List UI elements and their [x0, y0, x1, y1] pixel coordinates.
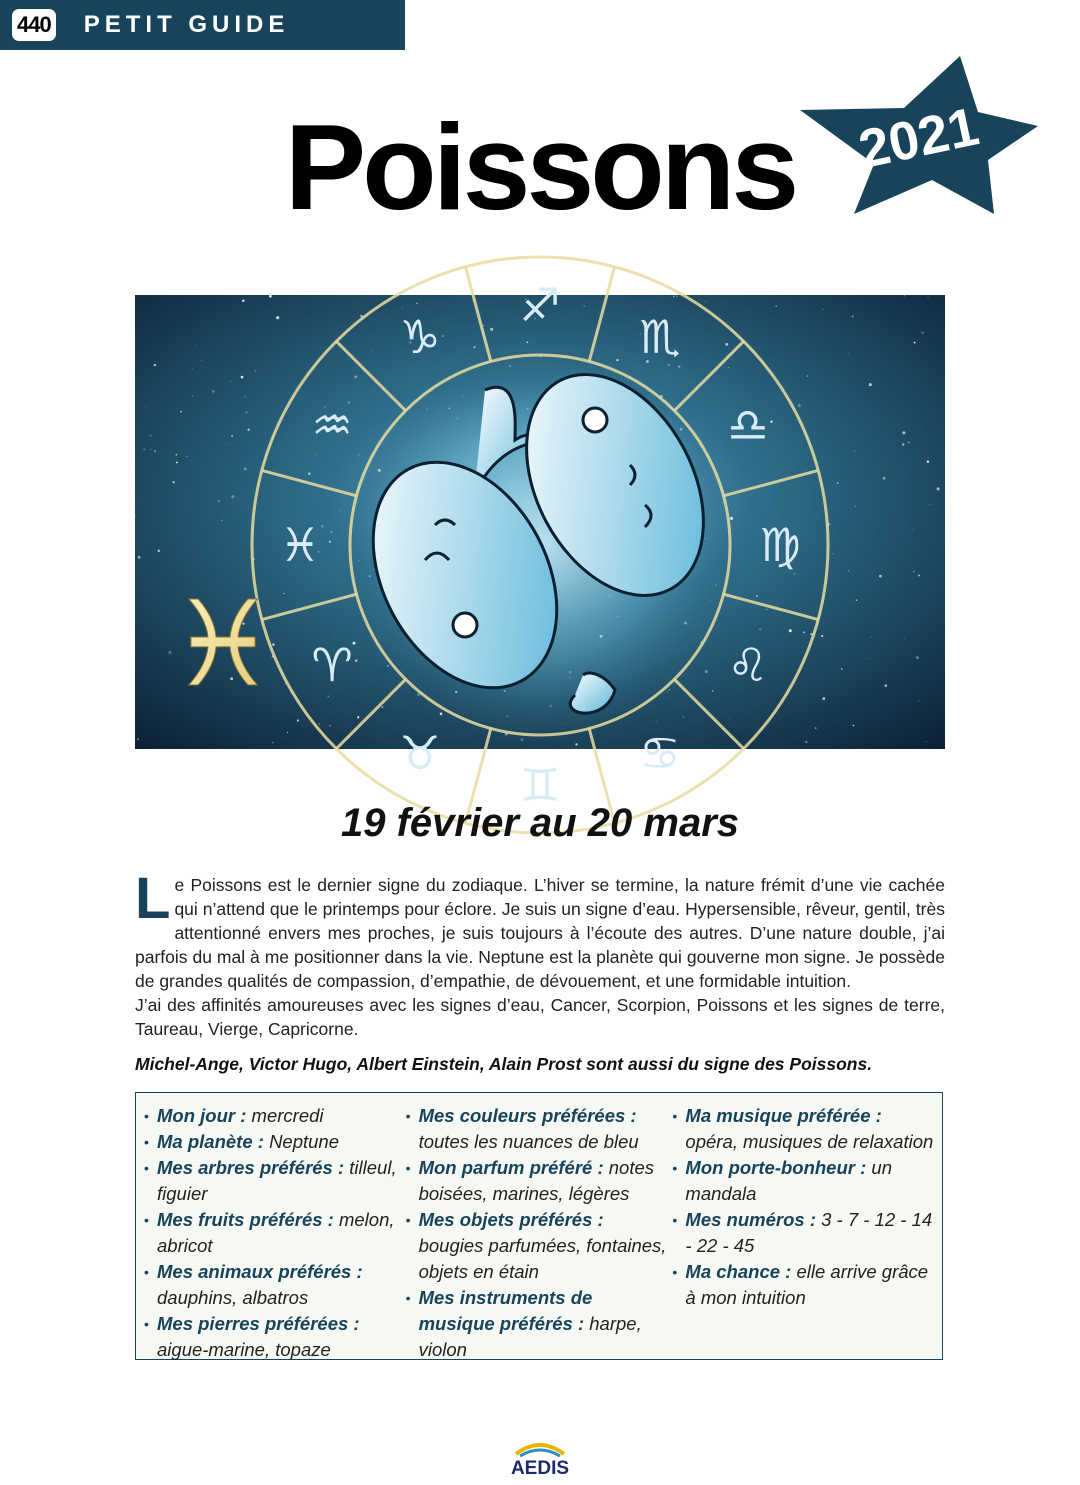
star [683, 716, 684, 717]
star [269, 295, 272, 298]
star [176, 462, 178, 464]
star [145, 406, 146, 407]
star [852, 315, 854, 317]
info-item [144, 1311, 406, 1363]
info-value: un mandala [685, 1157, 892, 1204]
star [201, 360, 202, 361]
guide-number: 440 [12, 9, 56, 41]
star [358, 454, 359, 455]
zodiac-glyph: ♓ [279, 518, 321, 572]
star [241, 376, 244, 379]
star [885, 684, 888, 687]
star [331, 531, 333, 533]
star [335, 514, 336, 515]
info-column-3 [672, 1103, 934, 1359]
zodiac-glyph: ♑ [399, 310, 441, 365]
star [916, 656, 919, 659]
famous-people: Michel-Ange, Victor Hugo, Albert Einstein, Alain Prost sont aussi du signe des Poissons. [135, 1054, 873, 1074]
star [794, 573, 796, 575]
info-column-1 [144, 1103, 406, 1359]
hero-illustration [135, 278, 945, 812]
star [837, 482, 839, 484]
info-value: toutes les nuances de bleu [418, 1131, 639, 1152]
star [374, 388, 375, 389]
star [928, 297, 929, 298]
star [272, 742, 274, 744]
info-label: Mes couleurs préférées : [418, 1105, 637, 1126]
star [192, 395, 193, 396]
info-item [144, 1103, 406, 1129]
star [244, 468, 247, 471]
star [854, 451, 855, 452]
star [904, 638, 905, 639]
zodiac-glyph: ♊ [519, 758, 561, 812]
star [821, 635, 823, 637]
star [902, 431, 905, 434]
star [353, 642, 356, 645]
info-item [672, 1259, 934, 1311]
star [859, 553, 860, 554]
info-label: Mon jour : [157, 1105, 247, 1126]
star [329, 725, 330, 726]
info-value: Neptune [269, 1131, 340, 1152]
star [357, 716, 359, 718]
star [287, 732, 288, 733]
zodiac-glyph: ♌ [727, 638, 769, 692]
star [150, 435, 152, 437]
bullet-dot: • [672, 1212, 678, 1228]
star [926, 741, 927, 742]
star [759, 628, 761, 630]
publisher-name: AEDIS [510, 1458, 570, 1479]
star [841, 668, 843, 670]
info-value: elle arrive grâce à mon intuition [685, 1261, 929, 1308]
info-label: Mon porte-bonheur : [685, 1157, 867, 1178]
star [247, 429, 249, 431]
star [722, 440, 723, 441]
star [196, 344, 197, 345]
header-bar [0, 0, 405, 50]
star [908, 442, 910, 444]
star [526, 341, 528, 343]
star [712, 690, 714, 692]
bullet-dot: • [144, 1108, 149, 1124]
info-item [672, 1207, 934, 1259]
star [231, 435, 233, 437]
star [789, 629, 792, 632]
bullet-dot: • [672, 1160, 678, 1176]
info-value: harpe, violon [418, 1313, 642, 1360]
star [855, 505, 857, 507]
star [766, 609, 767, 610]
star [798, 404, 801, 407]
star [172, 481, 174, 483]
star [143, 448, 145, 450]
star [815, 727, 817, 729]
star [869, 658, 870, 659]
star [937, 487, 940, 490]
star [785, 482, 786, 483]
info-label: Mes fruits préférés : [157, 1209, 334, 1230]
info-label: Ma chance : [685, 1261, 792, 1282]
info-value: mercredi [251, 1105, 324, 1126]
star [373, 748, 374, 749]
star [725, 343, 728, 346]
star [914, 342, 916, 344]
star [442, 335, 444, 337]
star [869, 383, 872, 386]
star [912, 528, 913, 529]
bullet-dot: • [405, 1108, 411, 1124]
info-column-2 [406, 1103, 673, 1359]
star [286, 433, 287, 434]
star [833, 553, 834, 554]
bullet-dot: • [144, 1264, 149, 1280]
star [770, 421, 772, 423]
star [271, 312, 272, 313]
info-item [406, 1207, 673, 1285]
zodiac-glyph: ♎ [727, 398, 769, 452]
info-label: Mes objets préférés : [418, 1209, 604, 1230]
info-label: Mon parfum préféré : [418, 1157, 604, 1178]
info-item [406, 1285, 673, 1363]
star [134, 515, 136, 517]
star [158, 550, 160, 552]
star [354, 376, 357, 379]
star [226, 444, 227, 445]
info-value: dauphins, albatros [157, 1287, 309, 1308]
star [483, 325, 484, 326]
publisher-logo [498, 1440, 582, 1478]
info-item [144, 1207, 406, 1259]
star [705, 670, 708, 673]
star [853, 725, 855, 727]
bullet-dot: • [405, 1160, 411, 1176]
info-item [672, 1155, 934, 1207]
info-label: Mes numéros : [685, 1209, 816, 1230]
star [705, 301, 706, 302]
star [260, 566, 261, 567]
star [138, 556, 141, 559]
zodiac-glyph: ♈ [311, 638, 353, 692]
star [575, 743, 577, 745]
star [673, 295, 675, 297]
star [315, 453, 316, 454]
star [154, 450, 156, 452]
star [283, 593, 284, 594]
star [808, 567, 809, 568]
star [318, 723, 320, 725]
info-label: Mes instruments de musique préférés : [418, 1287, 593, 1334]
intro-text [135, 866, 945, 1041]
star [913, 571, 914, 572]
info-value: notes boisées, marines, légères [418, 1157, 655, 1204]
star [255, 370, 256, 371]
star [921, 331, 924, 334]
info-label: Mes pierres préférées : [157, 1313, 360, 1334]
star [729, 718, 730, 719]
year-star-badge [792, 48, 1042, 218]
star [848, 570, 849, 571]
star [879, 575, 882, 578]
star [473, 346, 475, 348]
star [775, 356, 776, 357]
star [676, 296, 677, 297]
star [180, 411, 182, 413]
star [822, 697, 825, 700]
star [327, 695, 329, 697]
big-pisces-sign: ♓ [170, 575, 276, 713]
star [154, 364, 156, 366]
star [416, 303, 417, 304]
zodiac-glyph: ♉ [399, 725, 441, 780]
info-item [406, 1155, 673, 1207]
star [402, 307, 403, 308]
star [231, 495, 234, 498]
info-item [144, 1259, 406, 1311]
star [490, 328, 493, 331]
star [276, 316, 279, 319]
info-value: tilleul, figuier [157, 1157, 397, 1204]
info-item [406, 1103, 673, 1155]
bullet-dot: • [672, 1108, 678, 1124]
star [919, 700, 920, 701]
star [217, 500, 220, 503]
star [756, 595, 758, 597]
star [192, 368, 193, 369]
star [351, 729, 352, 730]
star [186, 456, 187, 457]
info-item [672, 1103, 934, 1155]
info-label: Mes animaux préférés : [157, 1261, 363, 1282]
star [883, 477, 886, 480]
star [927, 460, 929, 462]
star [340, 510, 341, 511]
star [856, 599, 858, 601]
star [230, 381, 231, 382]
star [355, 659, 358, 662]
star [922, 424, 923, 425]
info-value: opéra, musiques de relaxation [685, 1131, 934, 1152]
bullet-dot: • [405, 1290, 411, 1306]
page-title: Poissons [284, 99, 796, 235]
star [823, 309, 824, 310]
bullet-dot: • [405, 1212, 411, 1228]
info-value: aigue-marine, topaze [157, 1339, 331, 1360]
intro-paragraph-1: e Poissons est le dernier signe du zodiaque. L’hiver se termine, la nature frémit d’une vie cachée qui n’attend que le printemps pour éclore. Je suis un signe d’eau. Hypersensible, rêveur, gentil, très attentionné envers mes proches, je suis toujours à l’écoute des autres. D’une nature double, j’ai parfois du mal à me positionner dans la vie. Neptune est la planète qui gouverne mon signe. Je possède de grandes qualités de compassion, d’empathie, de dévouement, et une formidable intuition. [135, 875, 945, 991]
star [775, 305, 777, 307]
star [308, 473, 310, 475]
zodiac-glyph: ♋ [639, 725, 681, 780]
star [150, 449, 151, 450]
star [803, 631, 805, 633]
star [221, 520, 223, 522]
info-item [144, 1129, 406, 1155]
bullet-dot: • [144, 1316, 149, 1332]
star [902, 443, 904, 445]
star [636, 359, 637, 360]
star [636, 340, 637, 341]
star [668, 364, 670, 366]
star [904, 295, 905, 296]
zodiac-glyph: ♏ [639, 310, 681, 365]
info-label: Mes arbres préférés : [157, 1157, 345, 1178]
date-range: 19 février au 20 mars [340, 801, 740, 845]
drop-cap: L [135, 866, 171, 931]
star [807, 375, 809, 377]
star [321, 525, 324, 528]
star [212, 390, 215, 393]
info-value: bougies parfumées, fontaines, objets en étain [418, 1235, 667, 1282]
info-value: melon, abricot [157, 1209, 395, 1256]
star [929, 504, 930, 505]
star [918, 574, 920, 576]
star [242, 300, 245, 303]
bullet-dot: • [144, 1160, 149, 1176]
year-text: 2021 [853, 96, 984, 180]
info-label: Ma musique préférée : [685, 1105, 882, 1126]
star [665, 298, 666, 299]
star [678, 366, 680, 368]
zodiac-glyph: ♒ [311, 398, 353, 452]
info-value: 3 - 7 - 12 - 14 - 22 - 45 [685, 1209, 933, 1256]
bullet-dot: • [144, 1212, 149, 1228]
star [728, 367, 729, 368]
star [583, 305, 584, 306]
zodiac-glyph: ♐ [519, 278, 561, 332]
bullet-dot: • [144, 1134, 149, 1150]
star [656, 721, 657, 722]
zodiac-glyph: ♍ [759, 518, 801, 572]
star [848, 353, 849, 354]
star [329, 541, 331, 543]
star [176, 454, 178, 456]
star [805, 741, 808, 744]
series-label: PETIT GUIDE [83, 11, 290, 38]
info-label: Ma planète : [157, 1131, 264, 1152]
star [372, 351, 373, 352]
star [381, 706, 383, 708]
star [245, 411, 247, 413]
star [871, 637, 872, 638]
star [244, 396, 246, 398]
star [137, 738, 139, 740]
info-box [135, 1092, 943, 1360]
intro-paragraph-2: J’ai des affinités amoureuses avec les signes d’eau, Cancer, Scorpion, Poissons et les signes de terre, Taureau, Vierge, Capricorne. [135, 995, 945, 1039]
info-item [144, 1155, 406, 1207]
star [924, 375, 925, 376]
bullet-dot: • [672, 1264, 678, 1280]
star [297, 719, 299, 721]
